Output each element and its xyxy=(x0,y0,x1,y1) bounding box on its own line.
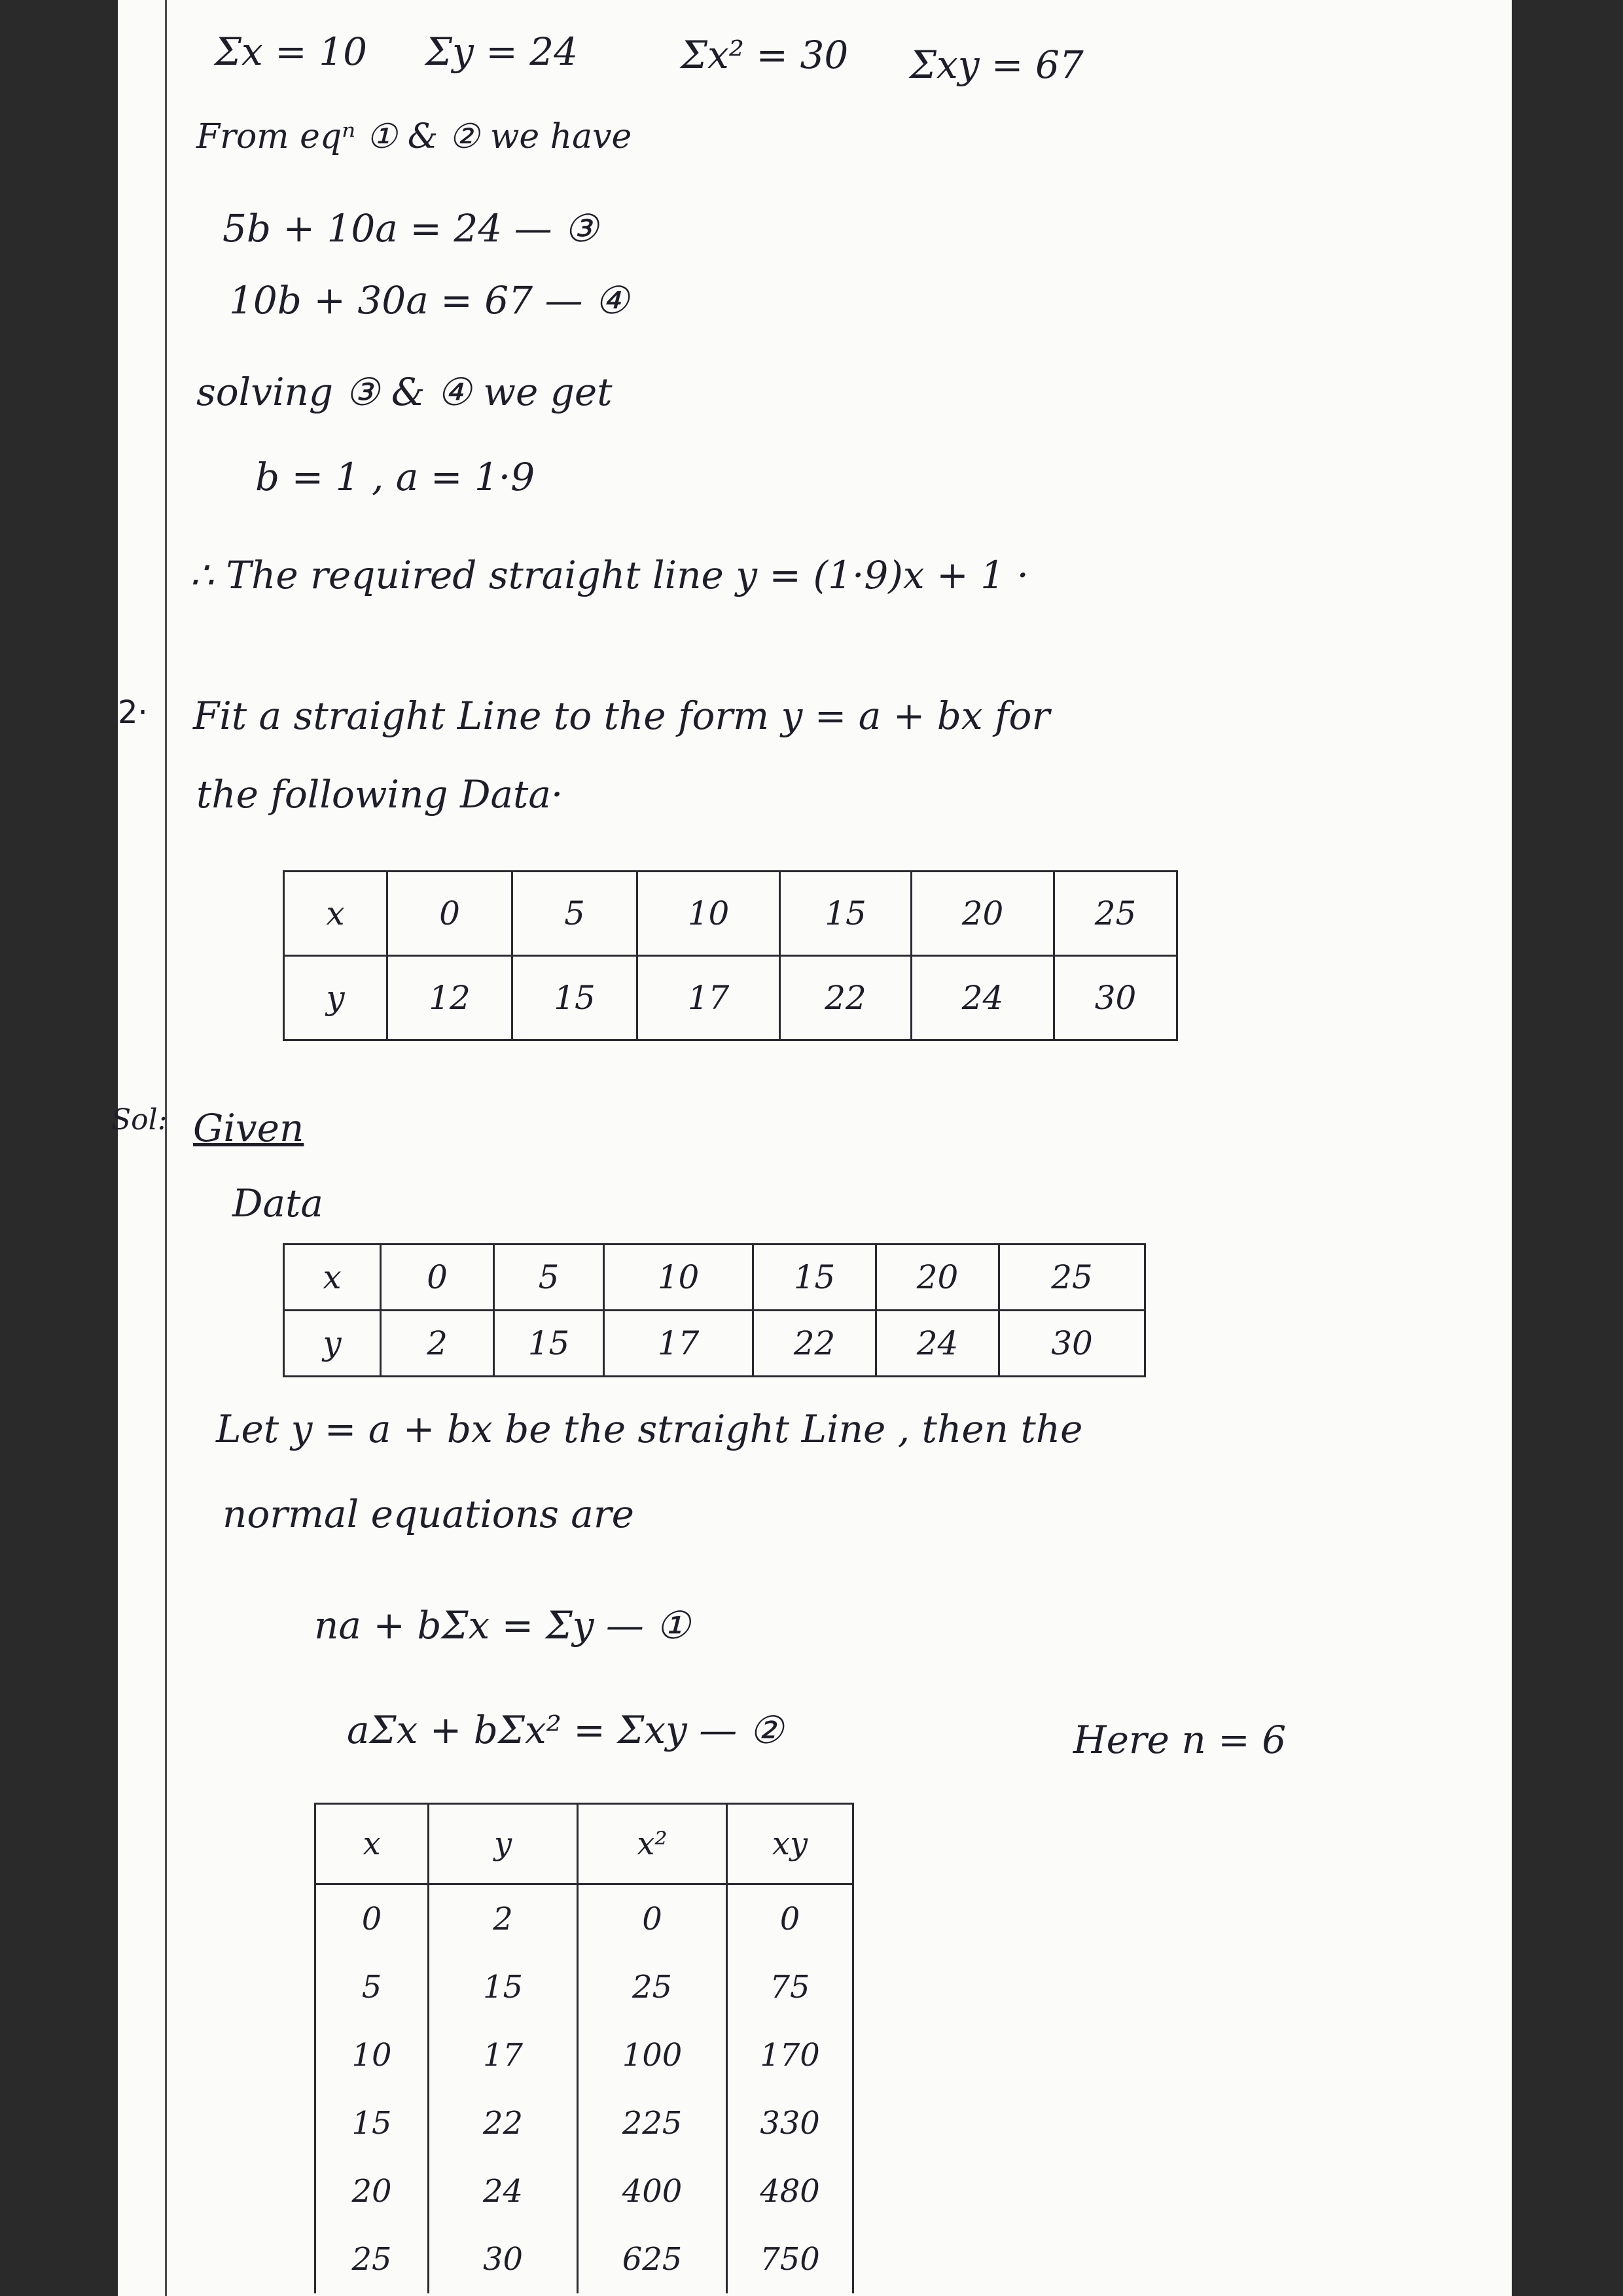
table-cell: 25 xyxy=(1054,872,1177,956)
table-cell: 22 xyxy=(429,2089,578,2157)
table-row xyxy=(315,1953,853,2021)
normal-equation-2: aΣx + bΣx² = Σxy — ② xyxy=(347,1708,783,1752)
table-header-cell: xy xyxy=(727,1804,853,1884)
equation-4: 10b + 30a = 67 — ④ xyxy=(229,278,629,323)
table-cell: 5 xyxy=(315,1953,429,2021)
table-cell: 24 xyxy=(876,1311,999,1377)
table-cell: y xyxy=(284,956,387,1040)
table-cell: 10 xyxy=(637,872,780,956)
table-cell: 17 xyxy=(604,1311,753,1377)
table-cell: 400 xyxy=(578,2157,727,2225)
table-row xyxy=(315,1884,853,1954)
table-cell: 24 xyxy=(912,956,1054,1040)
table-cell: 15 xyxy=(512,956,637,1040)
table-row xyxy=(315,2021,853,2089)
table-cell: 25 xyxy=(578,1953,727,2021)
table-cell: 15 xyxy=(315,2089,429,2157)
question-line-2: the following Data· xyxy=(196,772,563,817)
table-row xyxy=(284,872,1177,956)
solving-text: solving ③ & ④ we get xyxy=(196,370,613,414)
table-row xyxy=(284,1311,1145,1377)
sum-xy: Σxy = 67 xyxy=(910,43,1084,87)
table-cell: 22 xyxy=(780,956,912,1040)
table-cell: 750 xyxy=(727,2225,853,2293)
table-cell: 0 xyxy=(381,1245,494,1311)
question-data-table xyxy=(283,870,1178,1041)
table-cell: 15 xyxy=(429,1953,578,2021)
table-cell: 5 xyxy=(512,872,637,956)
let-line-2: normal equations are xyxy=(223,1492,634,1536)
table-cell: 480 xyxy=(727,2157,853,2225)
given-data-table xyxy=(283,1243,1146,1377)
table-cell: 0 xyxy=(315,1884,429,1954)
table-row xyxy=(284,1245,1145,1311)
question-number: 2· xyxy=(118,694,148,731)
table-header-cell: y xyxy=(429,1804,578,1884)
table-row xyxy=(315,2225,853,2293)
table-header-row xyxy=(315,1804,853,1884)
sum-y: Σy = 24 xyxy=(425,29,579,74)
table-cell: 100 xyxy=(578,2021,727,2089)
equation-3: 5b + 10a = 24 — ③ xyxy=(223,206,599,251)
table-cell: 20 xyxy=(912,872,1054,956)
table-cell: 2 xyxy=(429,1884,578,1954)
table-cell: 5 xyxy=(494,1245,604,1311)
conclusion-text: ∴ The required straight line y = (1·9)x + 1 · xyxy=(190,553,1029,597)
table-cell: 25 xyxy=(999,1245,1145,1311)
table-cell: 25 xyxy=(315,2225,429,2293)
table-cell: 170 xyxy=(727,2021,853,2089)
normal-equation-1: na + bΣx = Σy — ① xyxy=(314,1603,690,1648)
table-cell: 10 xyxy=(315,2021,429,2089)
table-cell: 24 xyxy=(429,2157,578,2225)
table-cell: 20 xyxy=(876,1245,999,1311)
table-cell: 17 xyxy=(637,956,780,1040)
table-cell: 15 xyxy=(780,872,912,956)
table-cell: 625 xyxy=(578,2225,727,2293)
table-cell: y xyxy=(284,1311,381,1377)
solution-text: b = 1 , a = 1·9 xyxy=(255,455,535,499)
here-n-text: Here n = 6 xyxy=(1073,1718,1287,1762)
data-heading: Data xyxy=(232,1181,323,1226)
table-row xyxy=(315,2157,853,2225)
calculation-table xyxy=(314,1803,854,2293)
table-header-cell: x xyxy=(315,1804,429,1884)
let-line-1: Let y = a + bx be the straight Line , then the xyxy=(216,1407,1083,1451)
given-heading: Given xyxy=(193,1106,304,1150)
table-cell: x xyxy=(284,1245,381,1311)
table-cell: 20 xyxy=(315,2157,429,2225)
table-row xyxy=(284,956,1177,1040)
table-cell: 0 xyxy=(727,1884,853,1954)
question-line-1: Fit a straight Line to the form y = a + bx for xyxy=(193,694,1050,738)
solution-label: Sol: xyxy=(111,1103,168,1137)
table-cell: 0 xyxy=(387,872,512,956)
table-cell: 15 xyxy=(753,1245,876,1311)
table-cell: 15 xyxy=(494,1311,604,1377)
table-cell: 0 xyxy=(578,1884,727,1954)
table-cell: 17 xyxy=(429,2021,578,2089)
table-cell: 225 xyxy=(578,2089,727,2157)
notebook-page xyxy=(111,0,1512,2296)
table-cell: 30 xyxy=(429,2225,578,2293)
from-eqn-text: From eqⁿ ① & ② we have xyxy=(196,117,632,156)
table-cell: 12 xyxy=(387,956,512,1040)
table-row xyxy=(315,2089,853,2157)
margin-line xyxy=(165,0,167,2296)
table-cell: 30 xyxy=(999,1311,1145,1377)
sum-x2: Σx² = 30 xyxy=(681,33,849,77)
table-header-cell: x² xyxy=(578,1804,727,1884)
table-cell: 10 xyxy=(604,1245,753,1311)
table-cell: 2 xyxy=(381,1311,494,1377)
table-cell: 22 xyxy=(753,1311,876,1377)
table-cell: x xyxy=(284,872,387,956)
table-cell: 30 xyxy=(1054,956,1177,1040)
sum-x: Σx = 10 xyxy=(215,29,367,74)
table-cell: 75 xyxy=(727,1953,853,2021)
table-cell: 330 xyxy=(727,2089,853,2157)
